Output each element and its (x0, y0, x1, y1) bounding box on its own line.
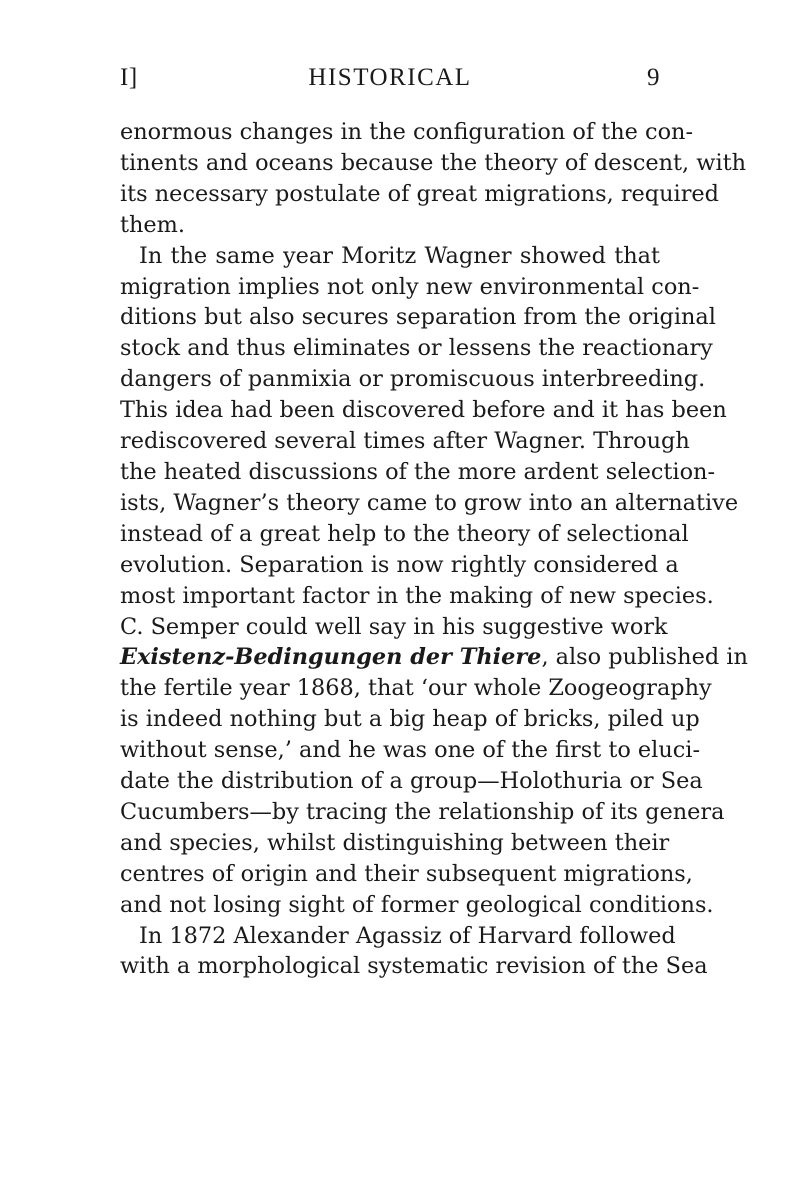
chapter-marker: I] (120, 64, 138, 91)
text-line: In the same year Moritz Wagner showed that (139, 242, 660, 269)
book-title-italic: Existenz-Bedingungen der Thiere (120, 644, 542, 671)
text-line: tinents and oceans because the theory of descent, with (120, 149, 747, 176)
text-line: the fertile year 1868, that ‘our whole Zoogeography (120, 675, 712, 702)
body-text (120, 117, 748, 982)
text-line: and not losing sight of former geological conditions. (120, 891, 714, 918)
text-line: without sense,’ and he was one of the first to eluci- (120, 737, 701, 764)
text-line: most important factor in the making of new species. (120, 582, 714, 609)
page-number: 9 (647, 64, 660, 91)
text-line: stock and thus eliminates or lessens the reactionary (120, 335, 713, 362)
text-line: and species, whilst distinguishing between their (120, 829, 670, 856)
running-title: HISTORICAL (308, 64, 472, 91)
text-line: ists, Wagner’s theory came to grow into an alternative (120, 489, 739, 516)
text-line: instead of a great help to the theory of selectional (120, 520, 689, 547)
text-line: In 1872 Alexander Agassiz of Harvard followed (139, 922, 676, 949)
text-line: the heated discussions of the more ardent selection- (120, 458, 716, 485)
text-line: is indeed nothing but a big heap of bricks, piled up (120, 706, 700, 733)
running-header (120, 58, 660, 98)
text-line (120, 642, 748, 673)
text-line: with a morphological systematic revision of the Sea (120, 953, 708, 980)
text-line: evolution. Separation is now rightly considered a (120, 551, 679, 578)
text-line: date the distribution of a group—Holothuria or Sea (120, 768, 703, 795)
text-line: dangers of panmixia or promiscuous interbreeding. (120, 366, 706, 393)
text-line: migration implies not only new environmental con- (120, 273, 700, 300)
text-line-rest: , also published in (541, 644, 748, 671)
text-line: rediscovered several times after Wagner. Through (120, 428, 690, 455)
text-line: them. (120, 211, 186, 238)
text-line: enormous changes in the configuration of the con- (120, 119, 694, 145)
text-line: This idea had been discovered before and it has been (120, 397, 727, 424)
text-line: C. Semper could well say in his suggestive work (120, 613, 668, 640)
text-line: Cucumbers—by tracing the relationship of its genera (120, 798, 725, 825)
text-line: centres of origin and their subsequent migrations, (120, 860, 693, 887)
text-line: ditions but also secures separation from the original (120, 304, 716, 331)
text-line: its necessary postulate of great migrations, required (120, 180, 719, 207)
